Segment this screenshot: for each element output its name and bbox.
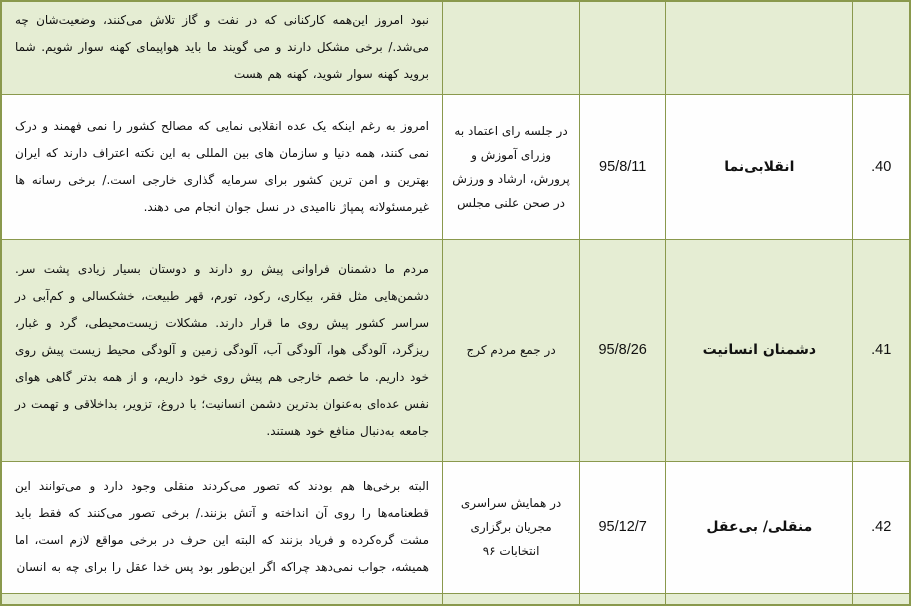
title-cell: دشمنان انسانیت — [666, 239, 853, 461]
title-cell — [666, 1, 853, 94]
context-cell: در جلسه رای اعتماد به وزرای آموزش و پرورش، ارشاد و ورزش در صحن علنی مجلس — [443, 94, 580, 239]
row-number-cell: .42 — [853, 461, 910, 593]
table-row — [1, 94, 910, 239]
row-number-cell: .40 — [853, 94, 910, 239]
quote-cell: نبود امروز این‌همه کارکنانی که در نفت و گاز تلاش می‌کنند، وضعیت‌شان چه می‌شد./ برخی مشکل دارند و می گویند ما باید هواپیمای کهنه سوار شویم. شما بروید کهنه سوار شوید، کهنه هم هست — [1, 1, 443, 94]
title-cell — [666, 593, 853, 605]
table-row — [1, 1, 910, 94]
quote-cell: البته برخی‌ها هم بودند که تصور می‌کردند منقلی وجود دارد و می‌توانند این قطعنامه‌ها را روی آن انداخته و آتش بزنند./ برخی تصور می‌کنند که فقط باید مشت گره‌کرده و فریاد بزنند که البته این حرف در برخی مواقع لازم است، اما همیشه، جواب نمی‌دهد چراکه اگر این‌طور بود پس خدا عقل را برای چه به انسان — [1, 461, 443, 593]
date-cell: 95/12/7 — [580, 461, 666, 593]
quote-cell: مردم ما دشمنان فراوانی پیش رو دارند و دوستان بسیار زیادی پشت سر. دشمن‌هایی مثل فقر، بیکاری، رکود، تورم، قهر طبیعت، خشکسالی و کم‌آبی در سراسر کشور پیش روی ما قرار دارند. مشکلات زیست‌محیطی، گرد و غبار، ریزگرد، آلودگی هوا، آلودگی آب، آلودگی زمین و آلودگی محیط زیست پیش روی خود داریم. ما خصم خارجی هم پیش روی خود داریم، و از همه بدتر گاهی هوای نفس عده‌ای به‌عنوان بدترین دشمن انسانیت؛ با دروغ، تزویر، بداخلاقی و تهمت در جامعه به‌دنبال منافع خود هستند. — [1, 239, 443, 461]
quote-cell: امروز به رغم اینکه یک عده انقلابی نمایی که مصالح کشور را نمی فهمند و درک نمی کنند، همه دنیا و سازمان های بین المللی به این نکته اعتراف دارند که ایران بهترین و امن ترین کشور برای سرمایه گذاری خارجی است./ برخی رسانه ها غیرمسئولانه پمپاژ ناامیدی در نسل جوان انجام می دهند. — [1, 94, 443, 239]
context-cell: در جمع مردم کرج — [443, 239, 580, 461]
context-cell: در همایش سراسری مجریان برگزاری انتخابات ۹۶ — [443, 461, 580, 593]
date-cell: 95/8/26 — [580, 239, 666, 461]
table-row — [1, 239, 910, 461]
table-row — [1, 593, 910, 605]
quote-cell — [1, 593, 443, 605]
row-number-cell — [853, 593, 910, 605]
row-number-cell: .41 — [853, 239, 910, 461]
row-number-cell — [853, 1, 910, 94]
title-cell: انقلابی‌نما — [666, 94, 853, 239]
table-row — [1, 461, 910, 593]
context-cell — [443, 1, 580, 94]
context-cell — [443, 593, 580, 605]
date-cell: 95/8/11 — [580, 94, 666, 239]
date-cell — [580, 1, 666, 94]
title-cell: منقلی/ بی‌عقل — [666, 461, 853, 593]
date-cell — [580, 593, 666, 605]
